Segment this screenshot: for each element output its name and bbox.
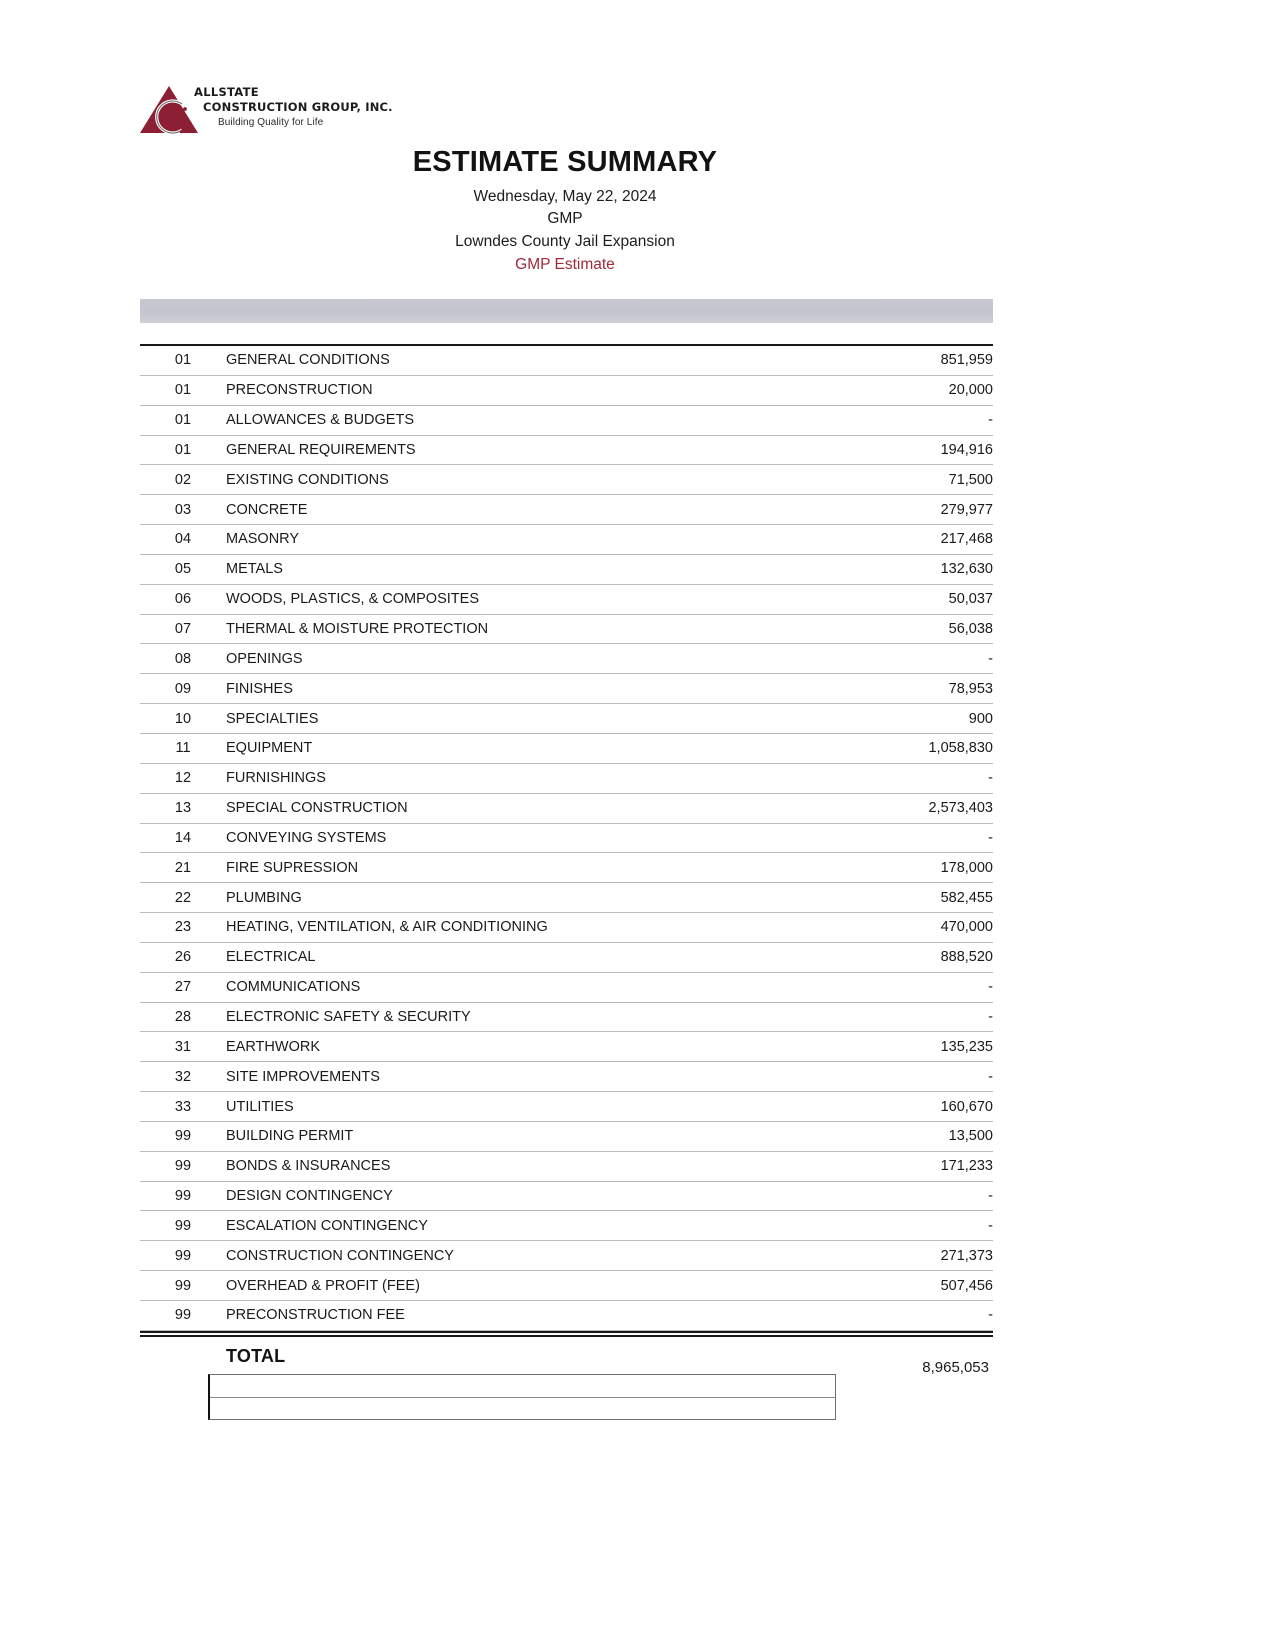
row-description: BUILDING PERMIT [226, 1121, 826, 1151]
row-division-code: 05 [140, 554, 226, 584]
row-description: METALS [226, 554, 826, 584]
row-description: WOODS, PLASTICS, & COMPOSITES [226, 584, 826, 614]
row-description: FINISHES [226, 674, 826, 704]
row-amount: 582,455 [826, 883, 993, 913]
table-row [140, 1181, 993, 1211]
row-amount: - [826, 823, 993, 853]
table-row [140, 913, 993, 943]
table-row [140, 465, 993, 495]
row-amount: 178,000 [826, 853, 993, 883]
row-division-code: 33 [140, 1092, 226, 1122]
row-amount: 851,959 [826, 346, 993, 375]
row-description: CONVEYING SYSTEMS [226, 823, 826, 853]
table-row [140, 823, 993, 853]
row-amount: 171,233 [826, 1151, 993, 1181]
total-label: TOTAL [226, 1345, 286, 1366]
row-division-code: 11 [140, 733, 226, 763]
row-description: SPECIAL CONSTRUCTION [226, 793, 826, 823]
table-row [140, 942, 993, 972]
row-description: HEATING, VENTILATION, & AIR CONDITIONING [226, 913, 826, 943]
row-amount: - [826, 1301, 993, 1331]
row-description: CONCRETE [226, 495, 826, 525]
table-row [140, 346, 993, 375]
table-header-band [140, 299, 993, 323]
row-division-code: 09 [140, 674, 226, 704]
row-division-code: 99 [140, 1151, 226, 1181]
row-description: MASONRY [226, 525, 826, 555]
row-amount: 71,500 [826, 465, 993, 495]
row-amount: 132,630 [826, 554, 993, 584]
row-division-code: 12 [140, 763, 226, 793]
table-row [140, 1002, 993, 1032]
row-amount: - [826, 972, 993, 1002]
row-amount: 78,953 [826, 674, 993, 704]
table-row [140, 1121, 993, 1151]
table-row [140, 614, 993, 644]
row-amount: - [826, 644, 993, 674]
row-description: ELECTRONIC SAFETY & SECURITY [226, 1002, 826, 1032]
row-division-code: 26 [140, 942, 226, 972]
row-division-code: 07 [140, 614, 226, 644]
table-row [140, 1062, 993, 1092]
row-division-code: 99 [140, 1241, 226, 1271]
row-amount: 271,373 [826, 1241, 993, 1271]
row-division-code: 99 [140, 1271, 226, 1301]
row-amount: - [826, 405, 993, 435]
table-row [140, 763, 993, 793]
row-amount: 1,058,830 [826, 733, 993, 763]
row-amount: 50,037 [826, 584, 993, 614]
table-row [140, 584, 993, 614]
table-row [140, 704, 993, 734]
row-description: EARTHWORK [226, 1032, 826, 1062]
row-division-code: 10 [140, 704, 226, 734]
logo-company-line-1: ALLSTATE [194, 85, 259, 99]
row-amount: 13,500 [826, 1121, 993, 1151]
row-description: CONSTRUCTION CONTINGENCY [226, 1241, 826, 1271]
row-description: FIRE SUPRESSION [226, 853, 826, 883]
estimate-table [140, 346, 993, 1331]
row-division-code: 14 [140, 823, 226, 853]
row-description: GENERAL REQUIREMENTS [226, 435, 826, 465]
row-description: PRECONSTRUCTION FEE [226, 1301, 826, 1331]
row-division-code: 99 [140, 1121, 226, 1151]
row-description: EQUIPMENT [226, 733, 826, 763]
row-division-code: 23 [140, 913, 226, 943]
table-row [140, 1271, 993, 1301]
estimate-table-body [140, 346, 993, 1330]
row-division-code: 03 [140, 495, 226, 525]
row-amount: - [826, 1062, 993, 1092]
company-logo [138, 84, 478, 142]
table-row [140, 644, 993, 674]
project-name: Lowndes County Jail Expansion [455, 233, 675, 250]
page-title: ESTIMATE SUMMARY [412, 146, 718, 178]
row-division-code: 01 [140, 405, 226, 435]
row-description: FURNISHINGS [226, 763, 826, 793]
row-description: OVERHEAD & PROFIT (FEE) [226, 1271, 826, 1301]
table-row [140, 1241, 993, 1271]
row-division-code: 32 [140, 1062, 226, 1092]
row-division-code: 01 [140, 375, 226, 405]
table-row [140, 733, 993, 763]
estimate-date: Wednesday, May 22, 2024 [473, 188, 657, 205]
table-row [140, 1301, 993, 1331]
table-row [140, 883, 993, 913]
row-amount: 135,235 [826, 1032, 993, 1062]
row-amount: - [826, 1211, 993, 1241]
table-row [140, 1151, 993, 1181]
table-row [140, 525, 993, 555]
table-row [140, 674, 993, 704]
row-division-code: 22 [140, 883, 226, 913]
row-description: THERMAL & MOISTURE PROTECTION [226, 614, 826, 644]
row-division-code: 99 [140, 1181, 226, 1211]
row-division-code: 27 [140, 972, 226, 1002]
row-amount: 194,916 [826, 435, 993, 465]
estimate-label: GMP Estimate [515, 256, 615, 273]
table-row [140, 853, 993, 883]
table-row [140, 972, 993, 1002]
row-description: PRECONSTRUCTION [226, 375, 826, 405]
row-amount: 888,520 [826, 942, 993, 972]
table-row [140, 554, 993, 584]
row-amount: 470,000 [826, 913, 993, 943]
row-division-code: 99 [140, 1301, 226, 1331]
table-row [140, 1032, 993, 1062]
row-division-code: 01 [140, 346, 226, 375]
table-row [140, 435, 993, 465]
total-value: 8,965,053 [922, 1358, 989, 1376]
row-description: ALLOWANCES & BUDGETS [226, 405, 826, 435]
row-amount: 279,977 [826, 495, 993, 525]
row-description: OPENINGS [226, 644, 826, 674]
row-amount: 160,670 [826, 1092, 993, 1122]
row-division-code: 28 [140, 1002, 226, 1032]
notes-box-divider [210, 1397, 835, 1398]
table-row [140, 375, 993, 405]
row-description: DESIGN CONTINGENCY [226, 1181, 826, 1211]
row-division-code: 04 [140, 525, 226, 555]
logo-company-line-2: CONSTRUCTION GROUP, INC. [203, 100, 393, 114]
row-description: SITE IMPROVEMENTS [226, 1062, 826, 1092]
row-amount: 2,573,403 [826, 793, 993, 823]
row-amount: 507,456 [826, 1271, 993, 1301]
row-amount: - [826, 1181, 993, 1211]
notes-box [208, 1374, 836, 1420]
row-description: BONDS & INSURANCES [226, 1151, 826, 1181]
row-division-code: 21 [140, 853, 226, 883]
row-amount: 20,000 [826, 375, 993, 405]
row-division-code: 01 [140, 435, 226, 465]
row-description: EXISTING CONDITIONS [226, 465, 826, 495]
row-description: SPECIALTIES [226, 704, 826, 734]
row-description: ELECTRICAL [226, 942, 826, 972]
contract-type: GMP [547, 210, 583, 227]
row-division-code: 31 [140, 1032, 226, 1062]
row-division-code: 06 [140, 584, 226, 614]
table-row [140, 1092, 993, 1122]
row-amount: 217,468 [826, 525, 993, 555]
estimate-table-container [140, 344, 993, 1381]
table-row [140, 1211, 993, 1241]
row-division-code: 13 [140, 793, 226, 823]
table-row [140, 793, 993, 823]
table-row [140, 405, 993, 435]
allstate-triangle-icon [138, 84, 200, 136]
row-description: GENERAL CONDITIONS [226, 346, 826, 375]
row-amount: 56,038 [826, 614, 993, 644]
row-amount: 900 [826, 704, 993, 734]
logo-tagline: Building Quality for Life [218, 117, 324, 128]
table-row [140, 495, 993, 525]
row-description: PLUMBING [226, 883, 826, 913]
row-amount: - [826, 1002, 993, 1032]
row-description: UTILITIES [226, 1092, 826, 1122]
row-description: ESCALATION CONTINGENCY [226, 1211, 826, 1241]
row-description: COMMUNICATIONS [226, 972, 826, 1002]
row-division-code: 99 [140, 1211, 226, 1241]
row-amount: - [826, 763, 993, 793]
row-division-code: 08 [140, 644, 226, 674]
row-division-code: 02 [140, 465, 226, 495]
